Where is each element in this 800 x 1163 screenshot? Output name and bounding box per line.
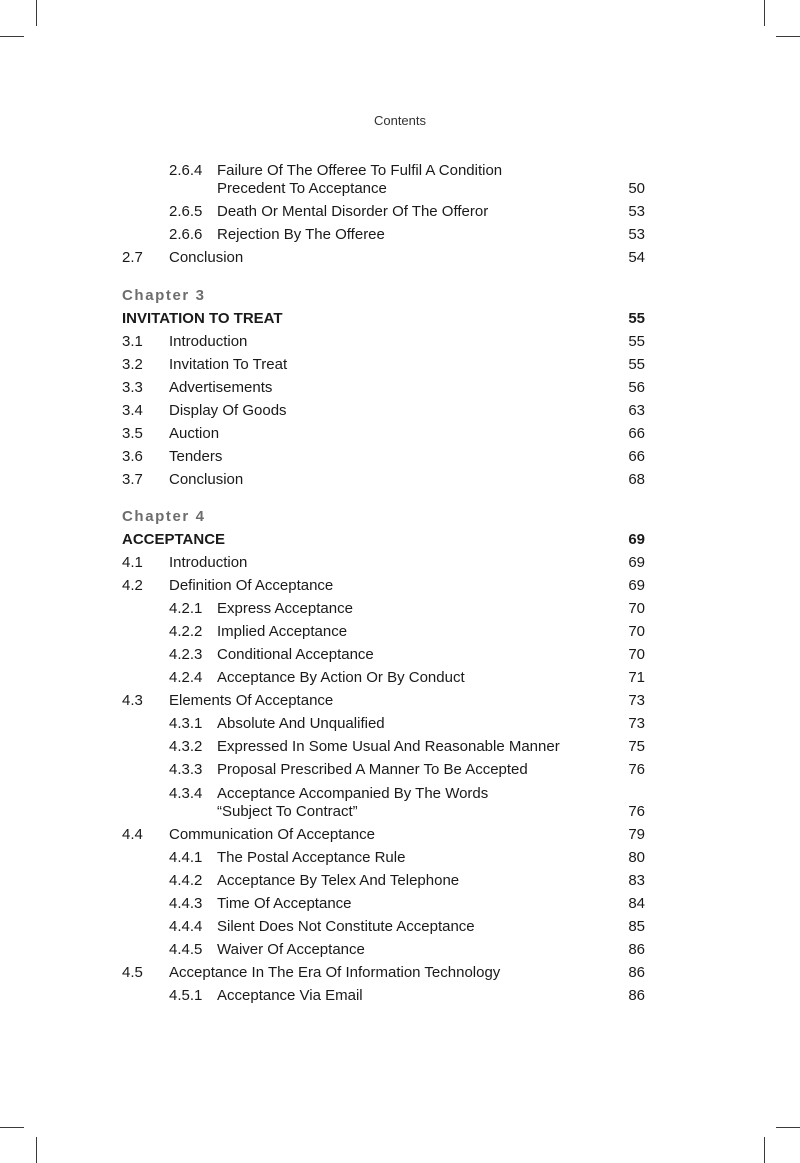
- crop-mark-bottom-left-h: [0, 1127, 24, 1128]
- crop-mark-top-right: [764, 0, 765, 26]
- entry-number: 4.4.4: [169, 918, 203, 935]
- entry-number: 4.2.4: [169, 669, 203, 686]
- entry-title: Time Of Acceptance: [217, 895, 352, 912]
- chapter-title: ACCEPTANCE: [122, 531, 226, 548]
- entry-page: 83: [628, 872, 645, 889]
- chapter-3-label: Chapter 3: [122, 287, 206, 304]
- entry-page: 85: [628, 918, 645, 935]
- entry-title: Acceptance Via Email: [217, 987, 363, 1004]
- running-head: Contents: [373, 113, 427, 128]
- entry-number: 3.6: [122, 448, 143, 465]
- entry-page: 63: [628, 402, 645, 419]
- entry-title: Introduction: [169, 554, 248, 571]
- entry-page: 73: [628, 692, 645, 709]
- entry-number: 4.4: [122, 826, 143, 843]
- entry-page: 55: [628, 333, 645, 350]
- entry-title-line: Failure Of The Offeree To Fulfil A Condition: [217, 162, 503, 179]
- entry-title: [217, 785, 488, 821]
- entry-page: 73: [628, 715, 645, 732]
- crop-mark-bottom-right: [764, 1137, 765, 1163]
- entry-page: 84: [628, 895, 645, 912]
- entry-page: 54: [628, 249, 645, 266]
- entry-title-line: Precedent To Acceptance: [217, 180, 387, 197]
- crop-mark-top-left: [36, 0, 37, 26]
- entry-title: Conclusion: [169, 471, 244, 488]
- entry-title-line: Acceptance Accompanied By The Words: [217, 785, 489, 802]
- entry-title: Definition Of Acceptance: [169, 577, 334, 594]
- entry-title: Tenders: [169, 448, 223, 465]
- entry-number: 4.3.1: [169, 715, 203, 732]
- chapter-title: INVITATION TO TREAT: [122, 310, 283, 327]
- entry-number: 3.5: [122, 425, 143, 442]
- entry-title: Proposal Prescribed A Manner To Be Accepted: [217, 761, 528, 778]
- entry-title: Elements Of Acceptance: [169, 692, 334, 709]
- entry-page: 66: [628, 448, 645, 465]
- entry-number: 3.4: [122, 402, 143, 419]
- entry-page: 86: [628, 941, 645, 958]
- entry-page: 66: [628, 425, 645, 442]
- entry-title: Conditional Acceptance: [217, 646, 374, 663]
- entry-number: 4.2: [122, 577, 143, 594]
- entry-page: 56: [628, 379, 645, 396]
- entry-number: 4.5: [122, 964, 143, 981]
- entry-page: 70: [628, 600, 645, 617]
- entry-title: Implied Acceptance: [217, 623, 348, 640]
- entry-title: Absolute And Unqualified: [217, 715, 385, 732]
- crop-mark-top-right-h: [776, 36, 800, 37]
- entry-title: [217, 162, 502, 198]
- entry-number: 4.3.2: [169, 738, 203, 755]
- entry-title-line: “Subject To Contract”: [217, 803, 358, 820]
- crop-mark-bottom-right-h: [776, 1127, 800, 1128]
- entry-title: Introduction: [169, 333, 248, 350]
- entry-title: Communication Of Acceptance: [169, 826, 375, 843]
- entry-page: 76: [628, 803, 645, 820]
- entry-number: 3.3: [122, 379, 143, 396]
- entry-page: 50: [628, 180, 645, 197]
- chapter-page: 55: [628, 310, 645, 327]
- entry-page: 53: [628, 226, 645, 243]
- entry-number: 4.2.2: [169, 623, 203, 640]
- entry-number: 2.6.4: [169, 162, 203, 179]
- crop-mark-top-left-h: [0, 36, 24, 37]
- entry-number: 3.7: [122, 471, 143, 488]
- entry-title: Silent Does Not Constitute Acceptance: [217, 918, 475, 935]
- entry-title: Acceptance By Telex And Telephone: [217, 872, 460, 889]
- entry-page: 80: [628, 849, 645, 866]
- entry-title: Acceptance By Action Or By Conduct: [217, 669, 465, 686]
- entry-number: 2.7: [122, 249, 143, 266]
- entry-page: 70: [628, 623, 645, 640]
- entry-number: 4.2.1: [169, 600, 203, 617]
- entry-title: Conclusion: [169, 249, 244, 266]
- entry-number: 4.4.5: [169, 941, 203, 958]
- entry-number: 4.1: [122, 554, 143, 571]
- entry-title: Invitation To Treat: [169, 356, 288, 373]
- chapter-page: 69: [628, 531, 645, 548]
- entry-page: 86: [628, 987, 645, 1004]
- entry-number: 4.5.1: [169, 987, 203, 1004]
- entry-page: 69: [628, 577, 645, 594]
- entry-page: 71: [628, 669, 645, 686]
- entry-number: 4.4.1: [169, 849, 203, 866]
- entry-title: Waiver Of Acceptance: [217, 941, 365, 958]
- entry-number: 2.6.6: [169, 226, 203, 243]
- entry-page: 75: [628, 738, 645, 755]
- entry-title: Acceptance In The Era Of Information Technology: [169, 964, 501, 981]
- entry-number: 4.3.3: [169, 761, 203, 778]
- entry-page: 76: [628, 761, 645, 778]
- entry-page: 69: [628, 554, 645, 571]
- entry-title: Expressed In Some Usual And Reasonable Manner: [217, 738, 560, 755]
- crop-mark-bottom-left: [36, 1137, 37, 1163]
- entry-number: 3.2: [122, 356, 143, 373]
- entry-number: 4.4.3: [169, 895, 203, 912]
- entry-title: Display Of Goods: [169, 402, 287, 419]
- entry-number: 3.1: [122, 333, 143, 350]
- entry-page: 53: [628, 203, 645, 220]
- entry-title: Auction: [169, 425, 220, 442]
- entry-page: 79: [628, 826, 645, 843]
- chapter-4-label: Chapter 4: [122, 508, 206, 525]
- entry-title: Express Acceptance: [217, 600, 353, 617]
- entry-title: The Postal Acceptance Rule: [217, 849, 406, 866]
- entry-number: 4.3.4: [169, 785, 203, 802]
- entry-number: 2.6.5: [169, 203, 203, 220]
- entry-number: 4.3: [122, 692, 143, 709]
- entry-number: 4.4.2: [169, 872, 203, 889]
- entry-title: Advertisements: [169, 379, 273, 396]
- entry-page: 68: [628, 471, 645, 488]
- entry-page: 55: [628, 356, 645, 373]
- entry-title: Death Or Mental Disorder Of The Offeror: [217, 203, 489, 220]
- entry-number: 4.2.3: [169, 646, 203, 663]
- entry-page: 86: [628, 964, 645, 981]
- entry-page: 70: [628, 646, 645, 663]
- entry-title: Rejection By The Offeree: [217, 226, 385, 243]
